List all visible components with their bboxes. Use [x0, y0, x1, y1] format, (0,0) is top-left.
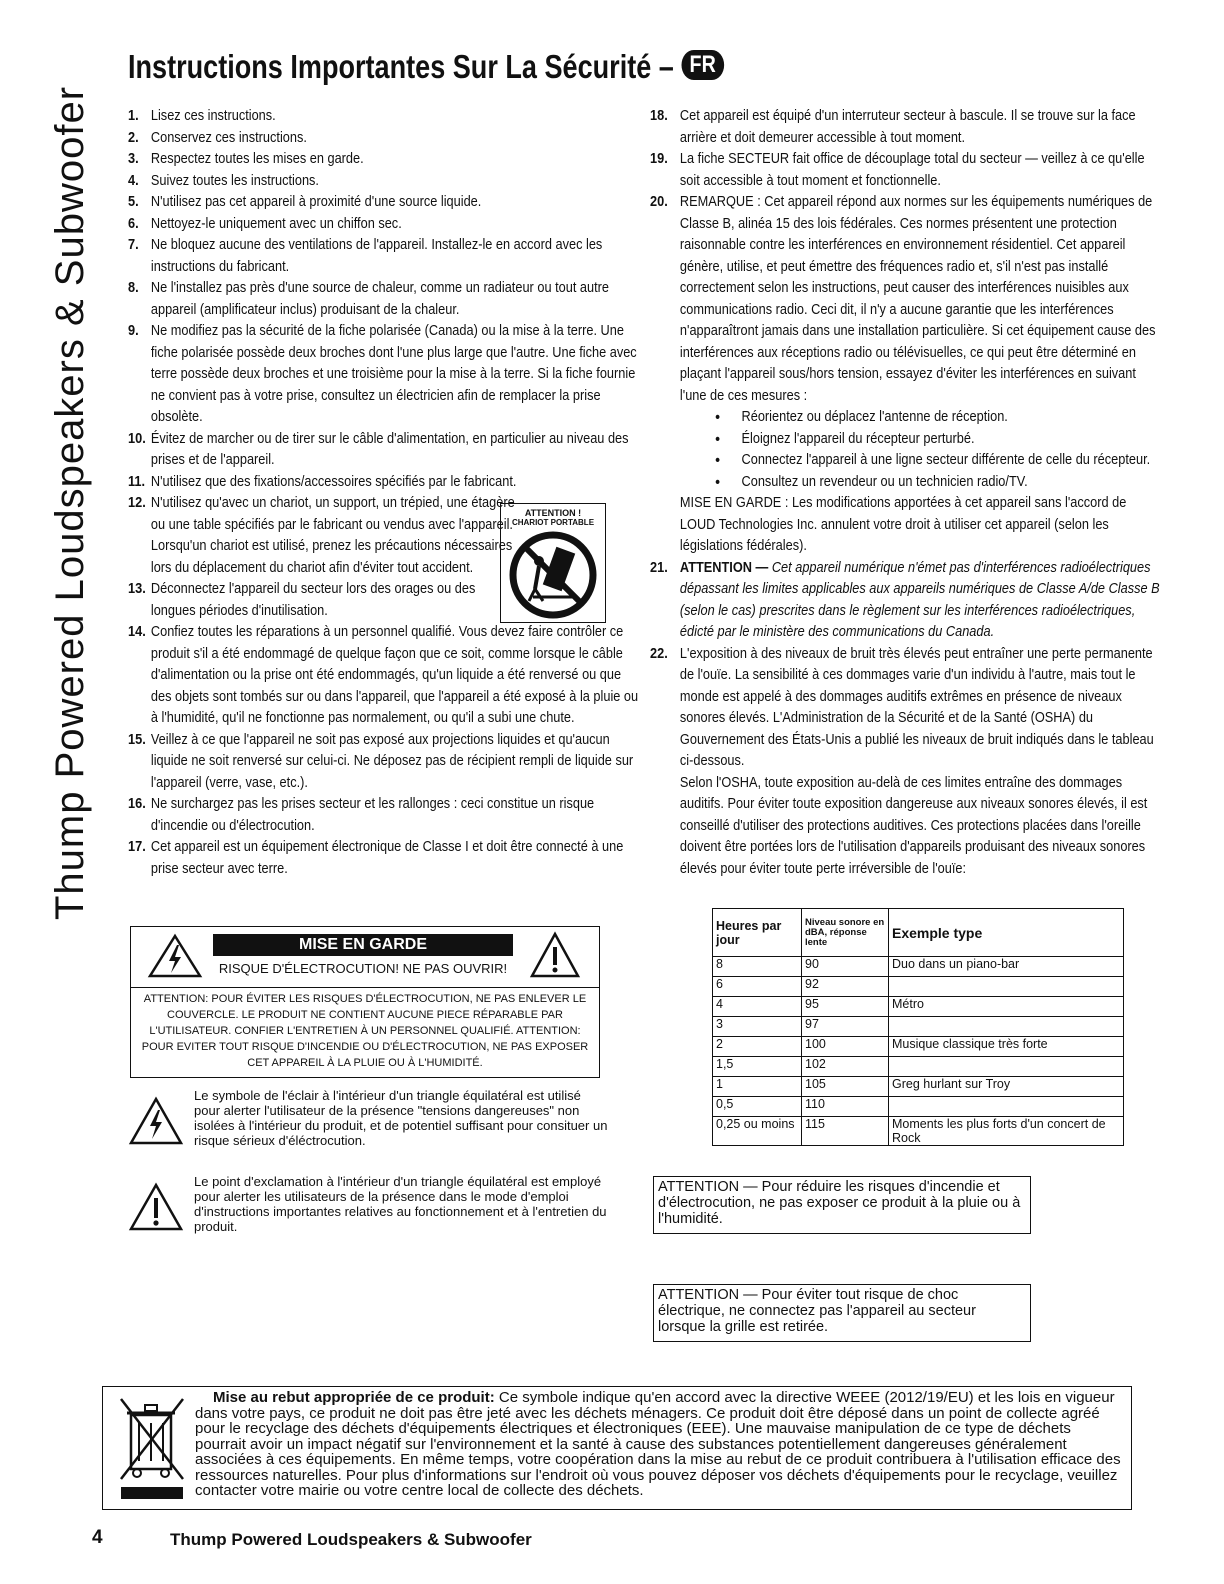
left-column — [128, 106, 639, 880]
item-number: 22. — [650, 645, 668, 662]
table-cell: 3 — [713, 1017, 802, 1037]
item-text: Conservez ces instructions. — [150, 129, 307, 146]
safety-item-18 — [650, 106, 1161, 149]
safety-item-3 — [128, 149, 642, 171]
lightning-symbol-note — [128, 1088, 608, 1148]
item-text: Ne surchargez pas les prises secteur et les rallonges : ceci constitue un risque d'incendie ou d'électrocution. — [150, 796, 595, 834]
item-text: Ne bloquez aucune des ventilations de l'appareil. Installez-le en accord avec les instructions du fabricant. — [150, 237, 603, 275]
title-text: Instructions Importantes Sur La Sécurité – — [128, 48, 674, 85]
weee-disposal-box — [102, 1386, 1132, 1510]
list-item: • Consultez un revendeur ou un technicien radio/TV. — [715, 472, 1161, 494]
safety-item-7 — [128, 235, 642, 278]
item-text: Suivez toutes les instructions. — [150, 172, 319, 189]
table-row — [713, 1037, 1124, 1057]
list-item: • Connectez l'appareil à une ligne secteur différente de celle du récepteur. — [715, 450, 1161, 472]
table-row — [713, 1017, 1124, 1037]
safety-item-16 — [128, 794, 642, 837]
safety-item-9 — [128, 321, 642, 429]
column-header: Exemple type — [889, 909, 1124, 957]
table-cell: 105 — [802, 1077, 889, 1097]
page-title — [128, 48, 724, 86]
page-number: 4 — [92, 1527, 103, 1548]
item-number: 18. — [650, 108, 668, 124]
item-text: Déconnectez l'appareil du secteur lors des orages ou des longues périodes d'inutilisation. — [150, 581, 476, 619]
item-number: 2. — [128, 129, 139, 146]
item-text-osha: Selon l'OSHA, toute exposition au-delà de ces limites entraîne des dommages auditifs. Pour éviter toute exposition dangereuse aux niveaux sonores élevés, il est conseillé d'utiliser des protections auditives. Ces protections placées dans l'oreille doivent être portées lors de l'utilisation d'appareils produisant des niveaux sonores élevés pour éviter toute perte irréversible de l'ouïe: — [679, 774, 1148, 877]
table-cell: Duo dans un piano-bar — [889, 957, 1124, 977]
table-cell: Musique classique très forte — [889, 1037, 1124, 1057]
divider — [131, 987, 599, 988]
table-row — [713, 977, 1124, 997]
item-text: Évitez de marcher ou de tirer sur le câble d'alimentation, en particulier au niveau des prises et de l'appareil. — [150, 430, 629, 468]
safety-item-6 — [128, 214, 642, 236]
chariot-title: ATTENTION ! — [524, 508, 582, 518]
item-number: 4. — [128, 172, 139, 189]
attention-lead: ATTENTION — — [679, 559, 769, 576]
safety-item-10 — [128, 429, 642, 472]
table-cell: 100 — [802, 1037, 889, 1057]
item-text: Cet appareil est équipé d'un interruteur secteur à bascule. Il se trouve sur la face arrière et doit demeurer accessible à tout moment. — [679, 108, 1136, 146]
chariot-subtitle: CHARIOT PORTABLE — [511, 518, 595, 527]
exclamation-triangle-icon — [128, 1182, 184, 1232]
table-cell: 1 — [713, 1077, 802, 1097]
safety-item-5 — [128, 192, 642, 214]
item-number: 19. — [650, 151, 668, 167]
safety-item-22 — [650, 644, 1161, 881]
exclamation-symbol-text: Le point d'exclamation à l'intérieur d'un triangle équilatéral est employé pour alerter les utilisateurs de la présence dans le mode d'emploi d'instructions importantes relatives au fonctionnement et à l'entretien du produit. — [194, 1174, 607, 1234]
item-text: N'utilisez que des fixations/accessoires spécifiés par le fabricant. — [150, 473, 517, 490]
lightning-symbol-text: Le symbole de l'éclair à l'intérieur d'un triangle équilatéral est utilisé pour alerter l'utilisateur de la présence "tensions dangereuses" non isolées à l'intérieur du produit, et de potentiel suffisant pour consituer un risque sérieux d'éléctrocution. — [194, 1088, 608, 1148]
warning-subheading: RISQUE D'ÉLECTROCUTION! NE PAS OUVRIR! — [218, 961, 508, 976]
weee-text — [195, 1390, 1125, 1499]
item-number: 14. — [128, 624, 146, 640]
table-cell — [889, 1057, 1124, 1077]
item-text: N'utilisez pas cet appareil à proximité d'une source liquide. — [150, 194, 482, 210]
warning-body: ATTENTION: POUR ÉVITER LES RISQUES D'ÉLECTROCUTION, NE PAS ENLEVER LE COUVERCLE. LE PRODUIT NE CONTIENT AUCUNE PIECE RÉPARABLE PAR L'UTILISATEUR. CONFIER L'ENTRETIEN À UN PERSONNEL QUALIFIÉ. ATTENTION: POUR EVITER TOUT RISQUE D'INCENDIE OU D'ÉLECTROCUTION, NE PAS EXPOSER CET APPAREIL À LA PLUIE OU À L'HUMIDITÉ. — [141, 993, 589, 1069]
table-cell: 110 — [802, 1097, 889, 1117]
table-header-row — [713, 909, 1124, 957]
right-column — [650, 106, 1160, 880]
table-cell: 2 — [713, 1037, 802, 1057]
item-text: N'utilisez qu'avec un chariot, un support, un trépied, une étagère ou une table spécifiés par le fabricant ou vendus avec l'appareil. Lorsqu'un chariot est utilisé, prenez les précautions nécessaires lors du déplacement du chariot afin d'éviter tout accident. — [150, 495, 515, 576]
item-number: 10. — [128, 430, 146, 447]
attention-grille-text: ATTENTION — Pour éviter tout risque de choc électrique, ne connectez pas l'appareil au secteur lorsque la grille est retirée. — [658, 1287, 976, 1335]
table-cell: Greg hurlant sur Troy — [889, 1077, 1124, 1097]
table-cell: 95 — [802, 997, 889, 1017]
crossed-bin-icon — [117, 1393, 187, 1501]
table-cell — [889, 977, 1124, 997]
column-header: Heures par jour — [713, 909, 802, 957]
warning-heading: MISE EN GARDE — [213, 934, 513, 956]
table-cell: Métro — [889, 997, 1124, 1017]
list-item: • Réorientez ou déplacez l'antenne de réception. — [715, 407, 1161, 429]
item-text: L'exposition à des niveaux de bruit très élevés peut entraîner une perte permanente de l'ouïe. La sensibilité à ces dommages varie d'un individu à l'autre, mais tout le monde est appelé à des dommages auditifs extrêmes en présence de niveaux sonores élevés. L'Administration de la Sécurité et de la Santé (OSHA) du Gouvernement des États-Unis a publié les niveaux de bruit indiqués dans le tableau ci-dessous. — [679, 645, 1154, 769]
table-row — [713, 997, 1124, 1017]
item-number: 20. — [650, 194, 668, 210]
table-row — [713, 1097, 1124, 1117]
item-number: 6. — [128, 215, 139, 232]
item-text: Ne l'installez pas près d'une source de chaleur, comme un radiateur ou tout autre appareil (amplificateur inclus) produisant de la chaleur. — [150, 280, 610, 318]
item-text: Veillez à ce que l'appareil ne soit pas exposé aux projections liquides et qu'aucun liquide ne soit renversé sur celui-ci. Ne déposez pas de récipient rempli de liquide sur l'appareil (verre, vase, etc.). — [150, 731, 634, 791]
item-number: 12. — [128, 495, 146, 511]
language-badge: FR — [681, 50, 724, 80]
item-number: 13. — [128, 581, 146, 597]
item-number: 3. — [128, 151, 139, 167]
exclamation-symbol-note — [128, 1174, 608, 1234]
item-number: 5. — [128, 194, 139, 210]
item-text: Nettoyez-le uniquement avec un chiffon sec. — [150, 215, 402, 232]
item-text: Confiez toutes les réparations à un personnel qualifié. Vous devez faire contrôler ce produit s'il a été endommagé de quelque façon que ce soit, comme lorsque le câble d'alimentation ou la prise ont été endommagés, qu'un liquide a été renversé ou que des objets sont tombés sur ou dans l'appareil, que l'appareil a été exposé à la pluie ou à l'humidité, qu'il ne fonctionne pas normalement, ou qu'il a subi une chute. — [150, 624, 639, 726]
safety-item-19 — [650, 149, 1161, 192]
attention-grille-box — [653, 1284, 1031, 1342]
safety-item-8 — [128, 278, 642, 321]
table-cell: 4 — [713, 997, 802, 1017]
item-text: REMARQUE : Cet appareil répond aux normes sur les équipements numériques de Classe B, alinéa 15 des lois fédérales. Ces normes présentent une protection raisonnable contre les interférences en environnement résidentiel. Cet appareil génère, utilise, et peut émettre des fréquences radio et, s'il n'est pas installé correctement selon les instructions, peut causer des interférences nuisibles aux communications radio. Ceci dit, il n'y a aucune garantie que les interférences n'apparaîtront jamais dans une installation particulière. Si cet équipement cause des interférences aux réceptions radio ou télévisuelles, ce qui peut être déterminé en plaçant l'appareil sous/hors tension, essayez d'éviter les interférences en suivant l'une de ces mesures : — [679, 194, 1156, 404]
safety-item-14 — [128, 622, 642, 730]
weee-body: Ce symbole indique qu'en accord avec la directive WEEE (2012/19/EU) et les lois en vigueur dans votre pays, ce produit ne doit pas être jeté avec les déchets ménagers. Ce produit doit être déposé dans un point de collecte agréé pour le recyclage des déchets d'équipements électriques et électroniques (EEE). Une mauvaise manipulation de ce type de déchets pourrait avoir un impact négatif sur l'environnement et la santé à cause des substances potentiellement dangereuses généralement associées à ces équipements. En même temps, votre coopération dans la mise au rebut de ce produit contribuera à l'utilisation efficace des ressources naturelles. Pour plus d'informations sur l'endroit où vous pouvez déposer vos déchets d'équipements pour le recyclage, veuillez contacter votre mairie ou votre centre local de collecte des déchets. — [195, 1389, 1121, 1499]
lightning-warning-icon — [147, 933, 203, 979]
item-text: Cet appareil est un équipement électronique de Classe I et doit être connecté à une prise secteur avec terre. — [150, 839, 624, 877]
table-cell: 0,25 ou moins — [713, 1117, 802, 1146]
cart-tip-over-icon — [509, 531, 597, 619]
table-row — [713, 957, 1124, 977]
safety-item-11 — [128, 472, 642, 494]
item-text: La fiche SECTEUR fait office de découplage total du secteur — veillez à ce qu'elle soit accessible à tout moment et fonctionnelle. — [679, 151, 1145, 189]
table-cell: 1,5 — [713, 1057, 802, 1077]
modification-caution: MISE EN GARDE : Les modifications apportées à cet appareil sans l'accord de LOUD Technologies Inc. annulent votre droit à utiliser cet appareil (selon les législations fédérales). — [679, 495, 1127, 554]
item-text: Cet appareil numérique n'émet pas d'interférences radioélectriques dépassant les limites applicables aux appareils numériques de Classe A/de Classe B (selon le cas) prescrites dans le règlement sur les interférences radioélectriques, édicté par le ministère des communications du Canada. — [679, 559, 1160, 640]
weee-heading: Mise au rebut appropriée de ce produit: — [213, 1389, 495, 1406]
exclamation-warning-icon — [529, 931, 581, 979]
table-cell — [889, 1097, 1124, 1117]
item-number: 17. — [128, 839, 146, 855]
lightning-triangle-icon — [128, 1096, 184, 1146]
table-cell: 0,5 — [713, 1097, 802, 1117]
item-number: 9. — [128, 323, 139, 339]
table-cell: 8 — [713, 957, 802, 977]
item-number: 8. — [128, 280, 139, 296]
item-number: 11. — [128, 473, 146, 490]
list-item: • Éloignez l'appareil du récepteur perturbé. — [715, 429, 1161, 451]
safety-item-21 — [650, 558, 1161, 644]
safety-item-1 — [128, 106, 642, 128]
table-cell: 115 — [802, 1117, 889, 1146]
attention-rain-text: ATTENTION — Pour réduire les risques d'incendie et d'électrocution, ne pas exposer ce produit à la pluie ou à l'humidité. — [658, 1179, 1021, 1227]
safety-item-2 — [128, 128, 642, 150]
portable-cart-warning — [500, 503, 606, 623]
table-cell — [889, 1017, 1124, 1037]
safety-item-20 — [650, 192, 1161, 558]
interference-measures-list — [680, 407, 1162, 493]
item-number: 1. — [128, 108, 139, 124]
table-cell: 102 — [802, 1057, 889, 1077]
footer-title: Thump Powered Loudspeakers & Subwoofer — [170, 1530, 532, 1549]
table-cell: 90 — [802, 957, 889, 977]
noise-exposure-table — [712, 908, 1124, 1146]
item-number: 7. — [128, 237, 139, 253]
shock-warning-box — [130, 926, 600, 1078]
item-text: Lisez ces instructions. — [150, 108, 276, 124]
table-cell: Moments les plus forts d'un concert de Rock — [889, 1117, 1124, 1146]
attention-rain-box — [653, 1176, 1031, 1234]
table-row — [713, 1117, 1124, 1146]
safety-item-4 — [128, 171, 642, 193]
item-number: 15. — [128, 731, 146, 748]
safety-item-13 — [128, 579, 522, 622]
table-row — [713, 1077, 1124, 1097]
column-header: Niveau sonore en dBA, réponse lente — [802, 909, 889, 957]
safety-item-15 — [128, 730, 642, 795]
item-text: Respectez toutes les mises en garde. — [150, 151, 364, 167]
table-cell: 6 — [713, 977, 802, 997]
table-cell: 97 — [802, 1017, 889, 1037]
safety-item-12 — [128, 493, 522, 579]
table-cell: 92 — [802, 977, 889, 997]
item-number: 16. — [128, 796, 146, 812]
safety-item-17 — [128, 837, 642, 880]
item-number: 21. — [650, 559, 668, 576]
table-row — [713, 1057, 1124, 1077]
side-title: Thump Powered Loudspeakers & Subwoofer — [48, 85, 92, 920]
item-text: Ne modifiez pas la sécurité de la fiche polarisée (Canada) ou la mise à la terre. Une fiche polarisée possède deux broches dont l'une plus large que l'autre. Une fiche avec terre possède deux broches et une troisième pour la mise à la terre. Si la fiche fournie ne convient pas à votre prise, consultez un électricien afin de remplacer la prise obsolète. — [150, 323, 637, 425]
